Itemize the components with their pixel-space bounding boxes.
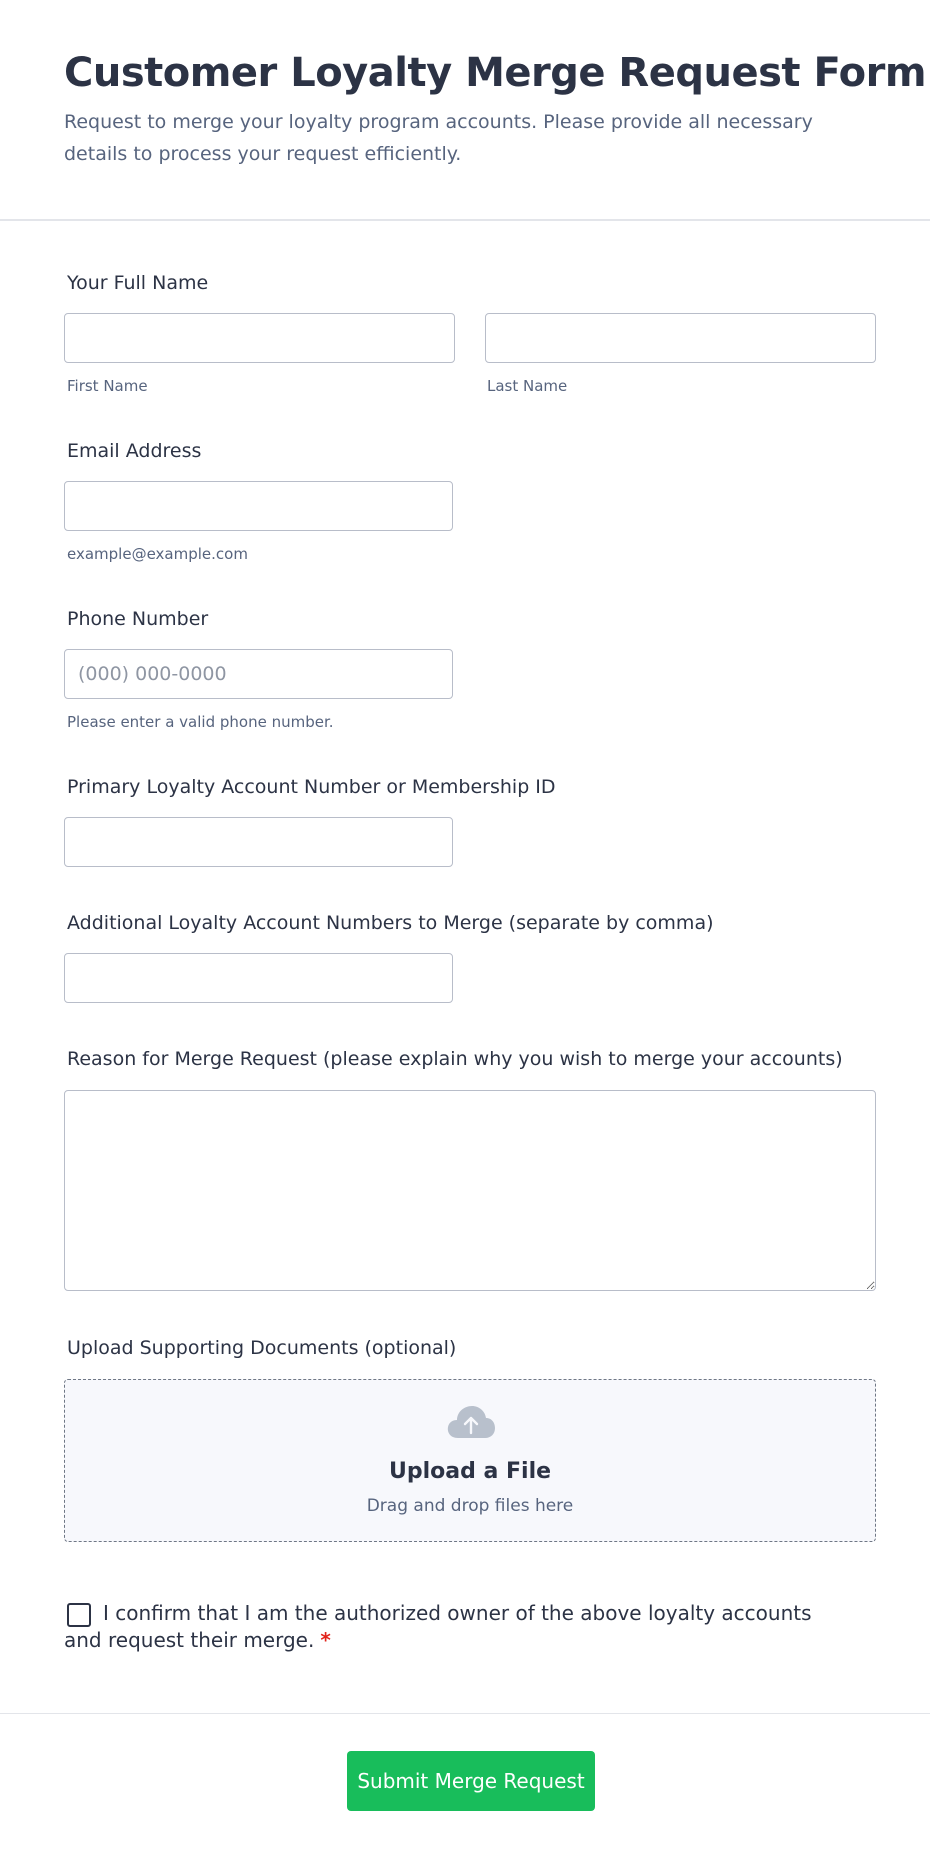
primary-account-input[interactable] xyxy=(64,817,453,867)
first-name-input[interactable] xyxy=(64,313,455,363)
last-name-input[interactable] xyxy=(485,313,876,363)
confirm-label: I confirm that I am the authorized owner of the above loyalty accounts xyxy=(103,1601,812,1625)
submit-button[interactable]: Submit Merge Request xyxy=(347,1751,595,1811)
email-label: Email Address xyxy=(67,440,202,462)
additional-accounts-label: Additional Loyalty Account Numbers to Merge (separate by comma) xyxy=(67,912,714,934)
cloud-upload-icon xyxy=(446,1404,496,1440)
first-name-sublabel: First Name xyxy=(67,377,148,395)
phone-sublabel: Please enter a valid phone number. xyxy=(67,713,334,731)
primary-account-label: Primary Loyalty Account Number or Membership ID xyxy=(67,776,556,798)
email-sublabel: example@example.com xyxy=(67,545,248,563)
form-title: Customer Loyalty Merge Request Form xyxy=(64,50,927,96)
upload-label: Upload Supporting Documents (optional) xyxy=(67,1337,457,1359)
last-name-sublabel: Last Name xyxy=(487,377,568,395)
additional-accounts-input[interactable] xyxy=(64,953,453,1003)
confirm-checkbox[interactable] xyxy=(67,1603,91,1627)
footer-divider xyxy=(0,1713,930,1714)
form-header xyxy=(0,0,930,221)
confirm-label-text: and request their merge. xyxy=(64,1628,315,1652)
upload-subtitle: Drag and drop files here xyxy=(366,1496,574,1516)
phone-label: Phone Number xyxy=(67,608,209,630)
full-name-label: Your Full Name xyxy=(67,272,209,294)
required-asterisk: * xyxy=(320,1628,331,1652)
reason-textarea[interactable] xyxy=(64,1090,876,1291)
file-upload-dropzone[interactable] xyxy=(64,1379,876,1542)
confirm-label-continued xyxy=(64,1628,331,1652)
upload-title: Upload a File xyxy=(388,1459,552,1484)
phone-input[interactable] xyxy=(64,649,453,699)
reason-label: Reason for Merge Request (please explain why you wish to merge your accounts) xyxy=(67,1048,843,1070)
form-subtitle: Request to merge your loyalty program accounts. Please provide all necessary details to process your request efficiently. xyxy=(64,111,813,165)
email-field[interactable] xyxy=(64,481,453,531)
